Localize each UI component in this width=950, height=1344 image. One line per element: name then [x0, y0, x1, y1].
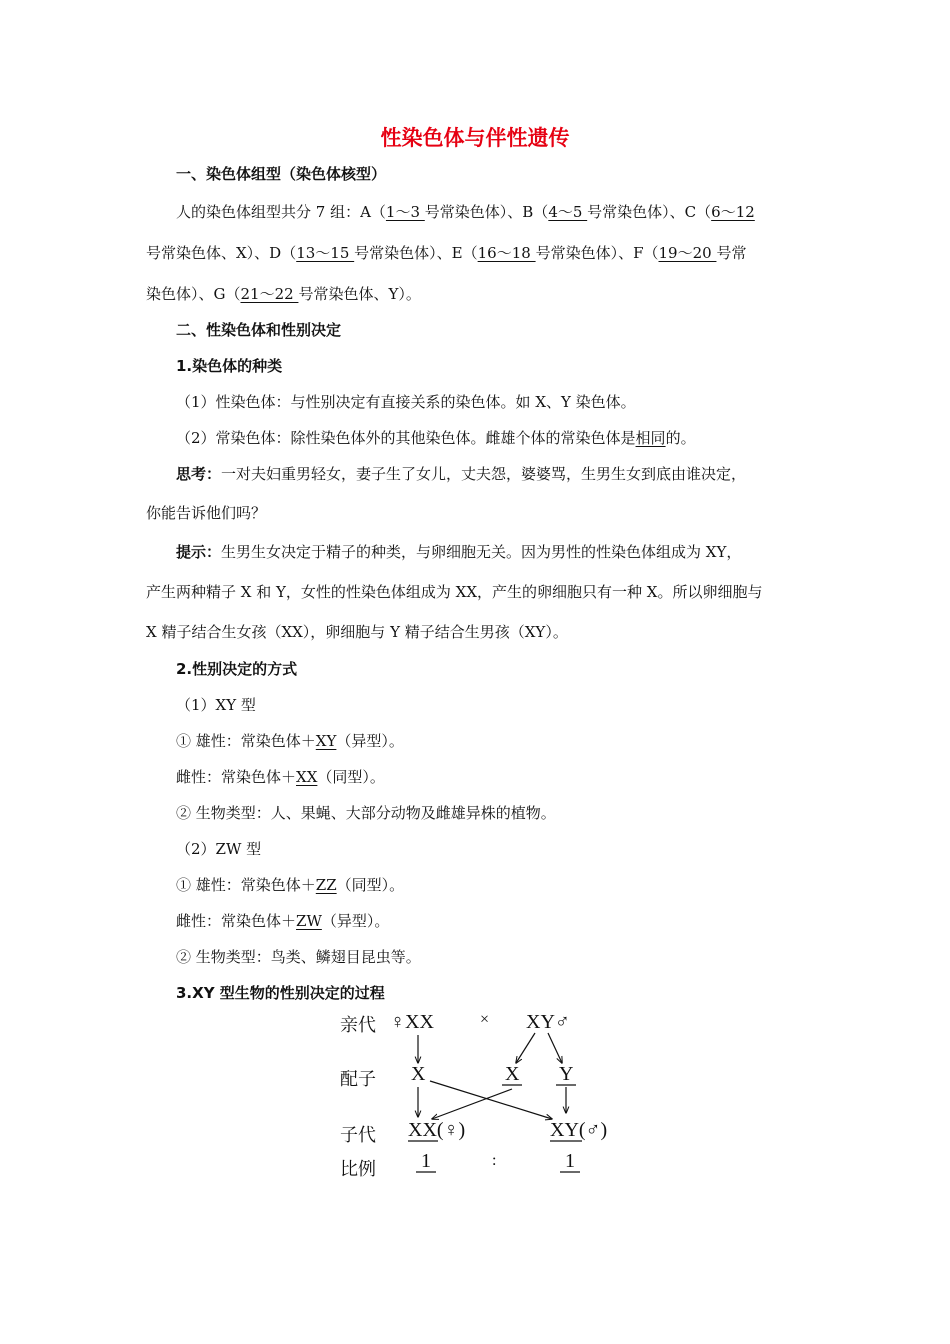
xy-male: [176, 730, 404, 751]
gamete-egg: X: [411, 1063, 426, 1085]
text-run: 号常染色体）、E（: [354, 244, 478, 262]
text-run: 号常染色体）、F（: [535, 244, 659, 262]
blank-answer: 4～5: [548, 203, 588, 221]
daughter-sex: (♀): [436, 1119, 466, 1141]
text-run: 一对夫妇重男轻女，妻子生了女儿，丈夫怨，婆婆骂，生男生女到底由谁决定，: [221, 465, 747, 483]
row-label-ratio: 比例: [340, 1159, 376, 1180]
item-autosome: [176, 427, 696, 448]
row-label-gamete: 配子: [340, 1069, 376, 1090]
section-1-heading: 一、染色体组型（染色体核型）: [176, 165, 387, 183]
gamete-sperm-y: Y: [559, 1063, 574, 1085]
text-run: 号常染色体）、B（: [424, 203, 549, 221]
daughter-genotype: XX: [408, 1119, 437, 1141]
blank-answer: 19～20: [658, 244, 717, 262]
ratio-right: 1: [565, 1150, 575, 1172]
text-run: （同型）。: [317, 768, 385, 786]
text-run: ① 雄性：常染色体＋: [176, 732, 316, 750]
row-label-offspring: 子代: [340, 1125, 376, 1146]
text-run: 人的染色体组型共分 7 组：A（: [176, 203, 386, 221]
subheading-chromosome-types: 1.染色体的种类: [176, 357, 283, 375]
subheading-sex-determination: 2.性别决定的方式: [176, 660, 298, 678]
arrow-father-to-sperm-x: [516, 1033, 535, 1063]
text-run: （同型）。: [336, 876, 405, 894]
paragraph-karyotype-line-3: [146, 283, 421, 304]
row-label-parent: 亲代: [340, 1015, 376, 1036]
son-sex: (♂): [578, 1119, 608, 1141]
text-run: 生男生女决定于精子的种类，与卵细胞无关。因为男性的性染色体组成为 XY，: [221, 543, 742, 561]
text-run: 号常染色体、X）、D（: [146, 244, 297, 262]
blank-answer: ZZ: [315, 876, 337, 894]
think-question-line-1: [176, 463, 746, 484]
sex-determination-diagram: [330, 1005, 630, 1185]
blank-answer: 21～22: [240, 285, 299, 303]
hint-line-1: [176, 541, 741, 562]
text-run: 号常染色体、Y）。: [298, 285, 421, 303]
text-run: 的。: [665, 429, 696, 447]
text-run: （异型）。: [336, 732, 404, 750]
hint-line-3: X 精子结合生女孩（XX），卵细胞与 Y 精子结合生男孩（XY）。: [146, 623, 568, 641]
page-title: 性染色体与伴性遗传: [380, 126, 570, 150]
offspring-son: [550, 1119, 607, 1142]
zw-male: [176, 874, 404, 895]
think-label: 思考：: [176, 465, 222, 483]
think-question-line-2: 你能告诉他们吗？: [146, 504, 267, 522]
text-run: 雌性：常染色体＋: [176, 912, 297, 930]
hint-label: 提示：: [176, 543, 222, 561]
zw-organism-types: ② 生物类型：鸟类、鳞翅目昆虫等。: [176, 948, 421, 966]
xy-female: [176, 766, 385, 787]
blank-answer: 13～15: [296, 244, 355, 262]
blank-answer: XX: [296, 768, 318, 786]
text-run: ① 雄性：常染色体＋: [176, 876, 316, 894]
parent-mother: ♀XX: [390, 1011, 434, 1033]
arrow-father-to-sperm-y: [548, 1033, 562, 1063]
blank-answer: XY: [315, 732, 337, 750]
blank-answer: 相同: [635, 429, 666, 447]
subheading-xy-process: 3.XY 型生物的性别决定的过程: [176, 984, 385, 1002]
zw-type-heading: （2）ZW 型: [176, 840, 262, 858]
item-sex-chromosome: （1）性染色体：与性别决定有直接关系的染色体。如 X、Y 染色体。: [176, 393, 636, 411]
son-genotype: XY: [550, 1119, 579, 1141]
blank-answer: ZW: [296, 912, 322, 930]
xy-organism-types: ② 生物类型：人、果蝇、大部分动物及雌雄异株的植物。: [176, 804, 556, 822]
xy-type-heading: （1）XY 型: [176, 696, 256, 714]
section-2-heading: 二、性染色体和性别决定: [176, 321, 342, 339]
gamete-sperm-x: X: [505, 1063, 520, 1085]
ratio-colon: :: [492, 1152, 497, 1169]
parent-father: XY♂: [526, 1011, 570, 1033]
text-run: （异型）。: [321, 912, 390, 930]
blank-answer: 16～18: [477, 244, 536, 262]
paragraph-karyotype-line-1: [176, 201, 755, 222]
text-run: 号常: [716, 244, 747, 262]
zw-female: [176, 910, 389, 931]
blank-answer: 1～3: [385, 203, 425, 221]
text-run: 雌性：常染色体＋: [176, 768, 297, 786]
hint-line-2: 产生两种精子 X 和 Y，女性的性染色体组成为 XX，产生的卵细胞只有一种 X。所以卵细胞与: [146, 583, 763, 601]
cross-symbol: ×: [480, 1011, 490, 1028]
paragraph-karyotype-line-2: [146, 242, 746, 263]
ratio-left: 1: [421, 1150, 431, 1172]
text-run: （2）常染色体：除性染色体外的其他染色体。雌雄个体的常染色体是: [176, 429, 636, 447]
text-run: 号常染色体）、C（: [587, 203, 712, 221]
offspring-daughter: [408, 1119, 465, 1142]
blank-answer: 6～12: [711, 203, 755, 221]
text-run: 染色体）、G（: [146, 285, 241, 303]
